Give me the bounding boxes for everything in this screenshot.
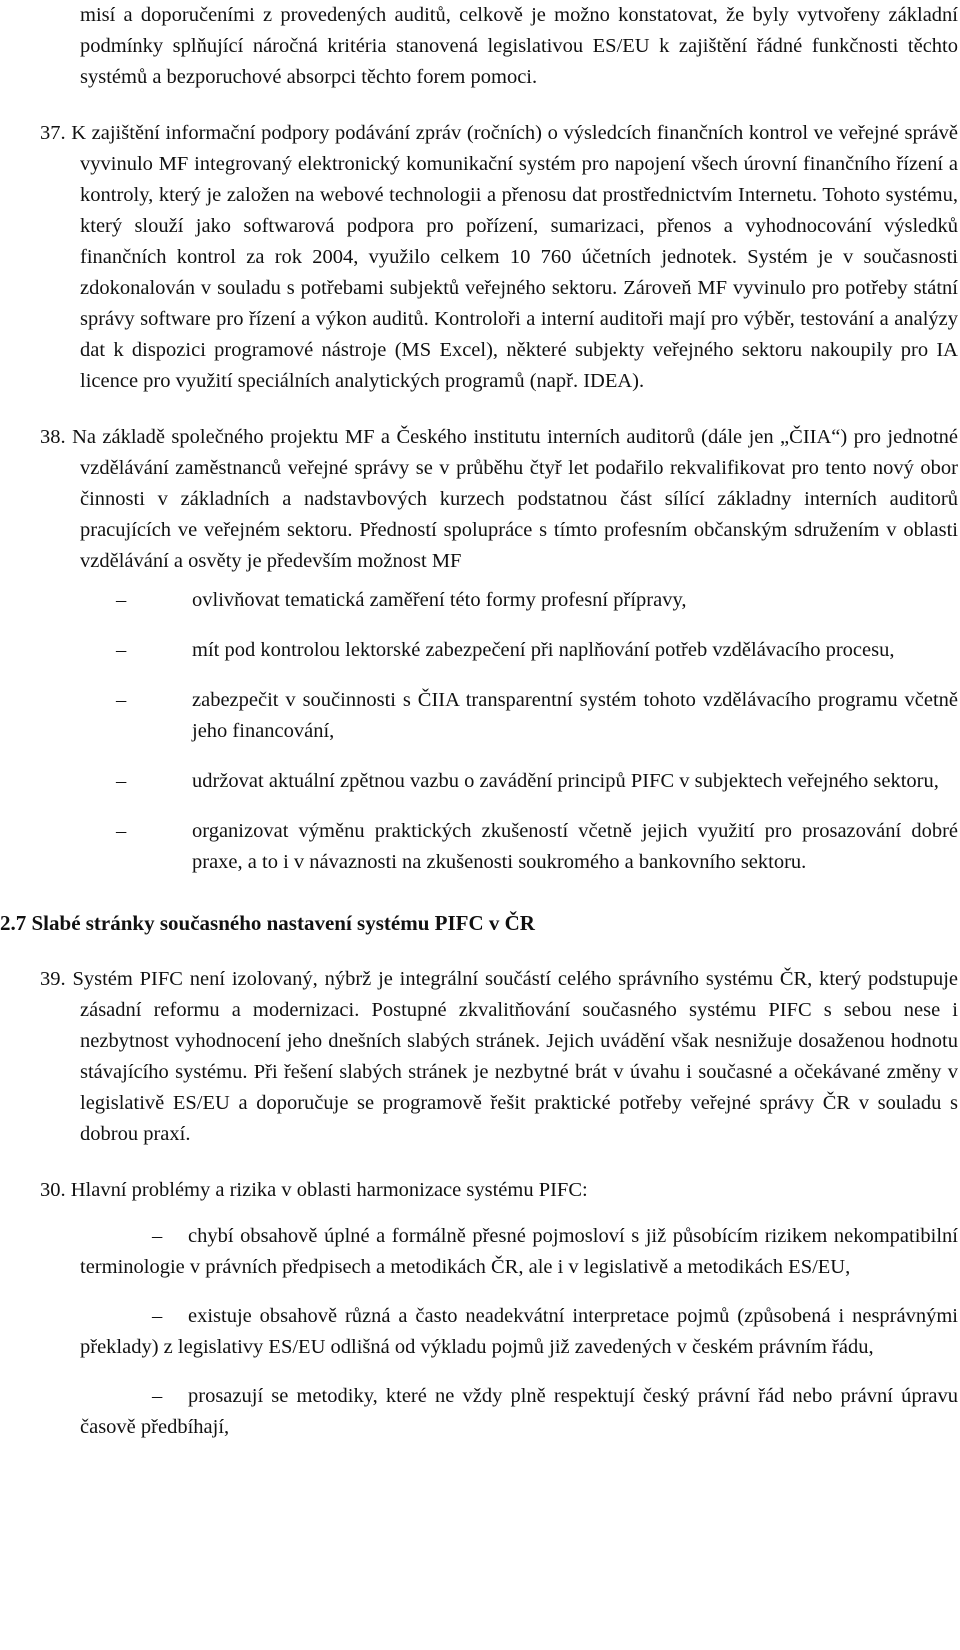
- dash-bullet: [152, 1301, 188, 1332]
- list-item: – udržovat aktuální zpětnou vazbu o zavádění principů PIFC v subjektech veřejného sektoru,: [80, 766, 958, 797]
- list-item: – mít pod kontrolou lektorské zabezpečení při naplňování potřeb vzdělávacího procesu,: [80, 635, 958, 666]
- paragraph-number: 37.: [40, 122, 66, 144]
- dash-bullet: [116, 816, 160, 847]
- dash-bullet: [116, 635, 160, 666]
- paragraph-text: Hlavní problémy a rizika v oblasti harmonizace systému PIFC:: [70, 1179, 588, 1201]
- list-item: – organizovat výměnu praktických zkušeností včetně jejich využití pro prosazování dobré praxe, a to i v návaznosti na zkušenosti soukromého a bankovního sektoru.: [80, 816, 958, 878]
- list-item: –prosazují se metodiky, které ne vždy plně respektují český právní řád nebo právní úpravu časově předbíhají,: [80, 1381, 958, 1443]
- list-item: –existuje obsahově různá a často neadekvátní interpretace pojmů (způsobená i nesprávnými překlady) z legislativy ES/EU odlišná od výkladu pojmů již zavedených v českém právním řádu,: [80, 1301, 958, 1363]
- dash-bullet: [152, 1221, 188, 1252]
- paragraph-text: Na základě společného projektu MF a Českého institutu interních auditorů (dále jen „ČIIA“) pro jednotné vzdělávání zaměstnanců veřejné správy se v průběhu čtyř let podařilo rekvalifikovat pro tento nový obor činnosti v základních a nadstavbových kurzech podstatnou část sílící základny interních auditorů pracujících ve veřejném sektoru. Předností spolupráce s tímto profesním občanským sdružením v oblasti vzdělávání a osvěty je především možnost MF: [72, 426, 958, 572]
- paragraph-number: 30.: [40, 1179, 66, 1201]
- paragraph-text: Systém PIFC není izolovaný, nýbrž je integrální součástí celého správního systému ČR, který podstupuje zásadní reformu a modernizaci. Postupné zkvalitňování současného systému PIFC s sebou nese i nezbytnost vyhodnocení jeho dnešních slabých stránek. Jejich uvádění však nesnižuje dosaženou hodnotu stávajícího systému. Při řešení slabých stránek je nezbytné brát v úvahu i současné a očekávané změny v legislativě ES/EU a doporučuje se programově řešit praktické potřeby veřejné správy ČR v souladu s dobrou praxí.: [72, 968, 958, 1145]
- dash-bullet: [116, 766, 160, 797]
- list-item: – ovlivňovat tematická zaměření této formy profesní přípravy,: [80, 585, 958, 616]
- paragraph-30: [40, 1175, 958, 1206]
- paragraph-38: [40, 422, 958, 577]
- paragraph-39: [40, 964, 958, 1150]
- paragraph-number: 38.: [40, 426, 66, 448]
- intro-paragraph: misí a doporučeními z provedených auditů, celkově je možno konstatovat, že byly vytvořeny základní podmínky splňující náročná kritéria stanovená legislativou ES/EU k zajištění řádné funkčnosti těchto systémů a bezporuchové absorpci těchto forem pomoci.: [80, 4, 958, 88]
- list-item: – zabezpečit v součinnosti s ČIIA transparentní systém tohoto vzdělávacího programu včetně jeho financování,: [80, 685, 958, 747]
- paragraph-37: [40, 118, 958, 397]
- section-heading: 2.7 Slabé stránky současného nastavení systému PIFC v ČR: [0, 911, 535, 935]
- dash-bullet: [116, 685, 160, 716]
- dash-bullet: [152, 1381, 188, 1412]
- list-item: –chybí obsahově úplné a formálně přesné pojmosloví s již působícím rizikem nekompatibilní terminologie v právních předpisech a metodikách ČR, ale i v legislativě a metodikách ES/EU,: [80, 1221, 958, 1283]
- dash-bullet: [116, 585, 160, 616]
- dash-list-30: [80, 1221, 958, 1443]
- dash-list-38: [80, 585, 958, 878]
- paragraph-text: K zajištění informační podpory podávání zpráv (ročních) o výsledcích finančních kontrol ve veřejné správě vyvinulo MF integrovaný elektronický komunikační systém pro napojení všech úrovní finančního řízení a kontroly, který je založen na webové technologii a přenosu dat prostřednictvím Internetu. Tohoto systému, který slouží jako softwarová podpora pro pořízení, sumarizaci, přenos a vyhodnocování výsledků finančních kontrol za rok 2004, využilo celkem 10 760 účetních jednotek. Systém je v současnosti zdokonalován v souladu s potřebami subjektů veřejného sektoru. Zároveň MF vyvinulo pro potřeby státní správy software pro řízení a výkon auditů. Kontroloři a interní auditoři mají pro výběr, testování a analýzy dat k dispozici programové nástroje (MS Excel), některé subjekty veřejného sektoru nakoupily pro IA licence pro využití speciálních analytických programů (např. IDEA).: [71, 122, 959, 392]
- paragraph-number: 39.: [40, 968, 66, 990]
